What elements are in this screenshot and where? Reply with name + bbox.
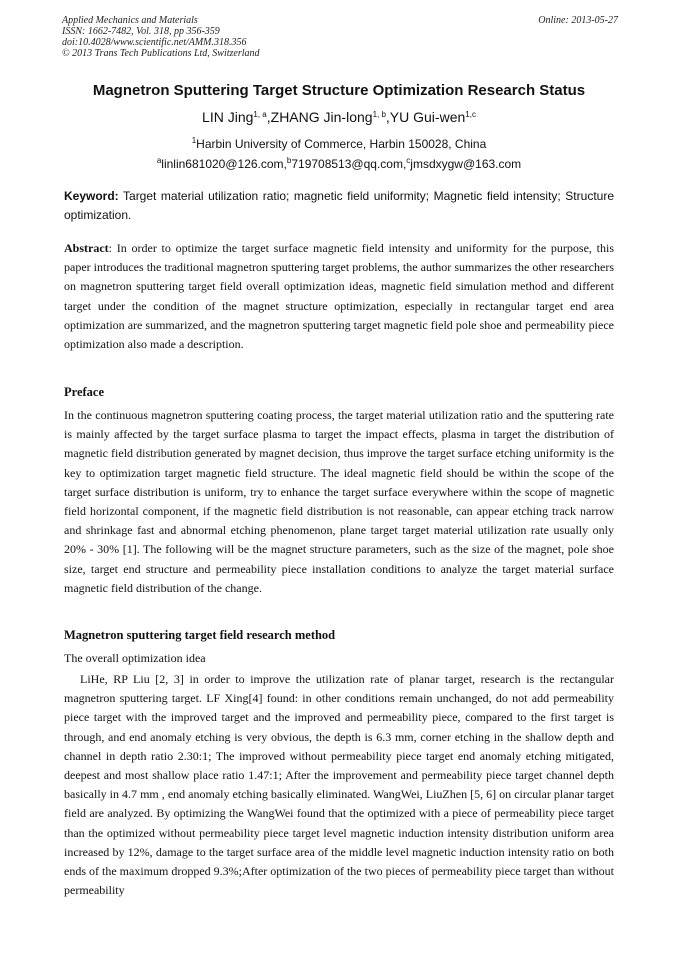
affiliation-text: Harbin University of Commerce, Harbin 150028, China bbox=[196, 137, 487, 151]
issn-line: ISSN: 1662-7482, Vol. 318, pp 356-359 bbox=[62, 26, 220, 37]
email-mark: a bbox=[156, 156, 162, 165]
abstract-text: : In order to optimize the target surface magnetic field intensity and uniformity for the purpose, this paper introduces the traditional magnetron sputtering target problems, the author summarizes the other researchers on magnetron sputtering target field overall optimization ideas, magnetic field simulation method and different target under the condition of the magnet structure optimization, especially in rectangular target end area optimization are summarized, and the magnetron sputtering target magnetic field pole shoe and permeability piece optimization also made a description. bbox=[64, 241, 614, 352]
email-list bbox=[40, 157, 638, 172]
copyright-line: © 2013 Trans Tech Publications Ltd, Switzerland bbox=[62, 48, 260, 59]
online-date: Online: 2013-05-27 bbox=[538, 15, 618, 26]
email-address: linlin681020@126.com, bbox=[161, 157, 287, 171]
author-list bbox=[40, 108, 638, 126]
keyword-label: Keyword: bbox=[64, 189, 119, 203]
section-heading-method: Magnetron sputtering target field research method bbox=[64, 628, 336, 642]
keyword-text: Target material utilization ratio; magnetic field uniformity; Magnetic field intensity; Structure optimization. bbox=[64, 189, 614, 222]
author-name: ZHANG Jin-long bbox=[270, 109, 373, 125]
author-name: LIN Jing bbox=[202, 109, 254, 125]
email-address: 719708513@qq.com, bbox=[291, 157, 407, 171]
affiliation-mark: 1 bbox=[191, 136, 197, 145]
section-heading-preface: Preface bbox=[64, 385, 105, 399]
author-name: YU Gui-wen bbox=[389, 109, 466, 125]
doi-line: doi:10.4028/www.scientific.net/AMM.318.356 bbox=[62, 37, 247, 48]
paper-title: Magnetron Sputtering Target Structure Optimization Research Status bbox=[92, 82, 586, 99]
email-mark: b bbox=[286, 156, 292, 165]
journal-header bbox=[62, 15, 618, 59]
abstract-label: Abstract bbox=[64, 241, 109, 255]
author-affil-mark: 1, b bbox=[372, 110, 386, 119]
subsection-heading: The overall optimization idea bbox=[64, 651, 206, 665]
email-address: jmsdxygw@163.com bbox=[410, 157, 522, 171]
preface-paragraph: In the continuous magnetron sputtering coating process, the target material utilization ratio and the sputtering rate is mainly affected by the target surface plasma to target the impact effects, plasma in target the distribution of magnetic field distribution generated by magnet decision, thus improve the target surface etching uniformity is the key to optimization target magnetic field structure. The ideal magnetic field should be within the scope of the target surface distribution is uniform, try to enhance the target surface everywhere within the scope of magnetic field horizontal component, if the magnetic field distribution is not reasonable, can appear etching track narrow and shrinkage fast and abnormal etching phenomenon, plane target target material utilization rate usually only 20% - 30% [1]. The following will be the magnet structure parameters, such as the size of the magnet, pole shoe size, target end structure and permeability piece installation conditions to analyze the target material surface magnetic field distribution of the change. bbox=[64, 408, 614, 595]
author-affil-mark: 1,c bbox=[465, 110, 476, 119]
author-separator: , bbox=[385, 109, 390, 125]
journal-name: Applied Mechanics and Materials bbox=[62, 15, 198, 26]
keywords bbox=[64, 187, 614, 225]
author-affil-mark: 1, a bbox=[253, 110, 267, 119]
method-paragraph: LiHe, RP Liu [2, 3] in order to improve the utilization rate of planar target, research is the rectangular magnetron sputtering target. LF Xing[4] found: in other conditions remain unchanged, do not add permeability piece target with the improved target and the improved and permeability piece, compared to the first target is through, and end anomaly etching is very obvious, the depth is 6.3 mm, corner etching in the shallow depth and channel in depth ratio 2.30:1; The improved without permeability piece target end anomaly etching mitigated, deepest and most shallow place ratio 1.47:1; After the improvement and permeability piece target channel depth basically in 4.7 mm , end anomaly etching basically eliminated. WangWei, LiuZhen [5, 6] on circular planar target field are analyzed. By optimizing the WangWei found that the optimized with a piece of permeability piece target than the optimized without permeability piece target level magnetic induction intensity distribution uniform area increased by 12%, damage to the target surface area of the middle level magnetic induction intensity ratio on both ends of the maximum dropped 9.3%;After optimization of the two pieces of permeability piece target than without permeability bbox=[64, 672, 614, 898]
email-mark: c bbox=[406, 156, 411, 165]
abstract bbox=[64, 239, 614, 354]
affiliation bbox=[40, 137, 638, 152]
author-separator: , bbox=[266, 109, 271, 125]
